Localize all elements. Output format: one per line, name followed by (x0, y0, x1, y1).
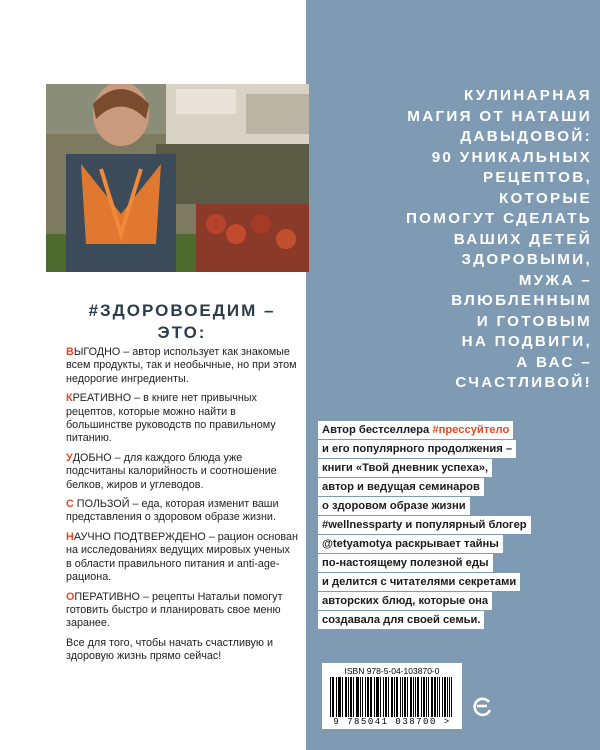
author-about (318, 420, 598, 629)
closing-text: Все для того, чтобы начать счастливую и здоровую жизнь прямо сейчас! (66, 636, 274, 663)
benefit-word: ЫГОДНО (73, 346, 121, 358)
benefit-item (66, 591, 298, 631)
benefit-text: – еда, которая изменит ваши представления о здоровом образе жизни. (66, 498, 279, 524)
slogan-line: СЧАСТЛИВОЙ! (455, 374, 592, 391)
benefit-text: – в книге нет привычных рецептов, которые можно найти в большинстве руководств по правильному питанию. (66, 392, 276, 445)
slogan-line: ВЛЮБЛЕННЫМ (451, 292, 592, 309)
slogan-line: ПОМОГУТ СДЕЛАТЬ (405, 210, 592, 227)
about-line: автор и ведущая семинаров (318, 478, 484, 496)
benefit-initial: У (66, 451, 73, 464)
hashtag-highlight: #прессуйтело (432, 424, 510, 436)
heading-line-2: ЭТО: (157, 323, 207, 342)
benefit-item (66, 498, 298, 525)
isbn-barcode (322, 663, 462, 729)
benefit-word: РЕАТИВНО (72, 392, 132, 405)
benefit-text: – рацион основан на исследованиях ведущих мировых ученых в области правильного питания и anti-age-рациона. (66, 530, 298, 584)
benefit-initial: Н (66, 530, 74, 543)
about-line: #wellnessparty и популярный блогер (318, 516, 531, 534)
benefit-item (66, 531, 298, 585)
slogan-line: КУЛИНАРНАЯ (463, 87, 592, 104)
slogan-line: МУЖА – (518, 271, 592, 289)
benefit-word: ДОБНО (72, 451, 112, 464)
left-heading (62, 300, 302, 344)
about-line: и делится с читателями секретами (318, 573, 520, 591)
benefit-initial: С (66, 498, 74, 511)
about-line: книги «Твой дневник успеха», (318, 459, 492, 477)
heading-line-1: #ЗДОРОВОЕДИМ – (88, 301, 276, 320)
slogan-line: МАГИЯ ОТ НАТАШИ (407, 107, 592, 125)
benefits-list (66, 346, 298, 664)
slogan-line: РЕЦЕПТОВ, (483, 169, 592, 186)
benefit-initial: В (66, 346, 74, 358)
benefit-word: АУЧНО ПОДТВЕРЖДЕНО (73, 530, 206, 543)
slogan-line: ЗДОРОВЫМИ, (461, 251, 592, 268)
eksmo-logo-icon (470, 694, 494, 718)
isbn-text: ISBN 978-5-04-103870-0 (344, 666, 440, 676)
about-line: авторских блюд, которые она (318, 592, 492, 610)
benefit-initial: К (66, 392, 73, 405)
slogan-line: ВАШИХ ДЕТЕЙ (453, 230, 592, 248)
benefit-initial: О (66, 590, 75, 603)
slogan-line: И ГОТОВЫМ (476, 312, 592, 330)
slogan-line: 90 УНИКАЛЬНЫХ (431, 148, 592, 166)
about-line (318, 421, 513, 439)
about-line: @tetyamotya раскрывает тайны (318, 535, 503, 553)
about-line: о здоровом образе жизни (318, 497, 470, 515)
benefit-word: ПЕРАТИВНО (74, 590, 140, 603)
slogan-line: ДАВЫДОВОЙ: (460, 128, 592, 145)
benefit-text: – для каждого блюда уже подсчитаны калорийность и соотношение белков, жиров и углеводов. (66, 451, 277, 491)
slogan (322, 86, 592, 394)
benefit-word: ПОЛЬЗОЙ (73, 498, 130, 511)
benefit-item (66, 346, 298, 386)
barcode-digits: 9 785041 038700 > (333, 717, 451, 727)
benefit-item (66, 452, 298, 492)
slogan-line: А ВАС – (516, 353, 592, 371)
cover-photo (46, 84, 309, 272)
market-photo-image (46, 84, 309, 272)
benefit-text: – рецепты Натальи помогут готовить быстро и планировать свое меню заранее. (66, 590, 283, 630)
slogan-line: КОТОРЫЕ (498, 189, 592, 207)
slogan-line: НА ПОДВИГИ, (461, 333, 592, 350)
about-line: и его популярного продолжения – (318, 440, 516, 458)
barcode-bars (330, 677, 454, 717)
benefit-item (66, 392, 298, 446)
about-line: создавала для своей семьи. (318, 611, 484, 629)
about-prefix: Автор бестселлера (322, 424, 433, 436)
about-line: по-настоящему полезной еды (318, 554, 493, 572)
benefit-text: – автор использует как знакомые всем продукты, так и необычные, но при этом недорогие ингредиенты. (66, 346, 297, 385)
